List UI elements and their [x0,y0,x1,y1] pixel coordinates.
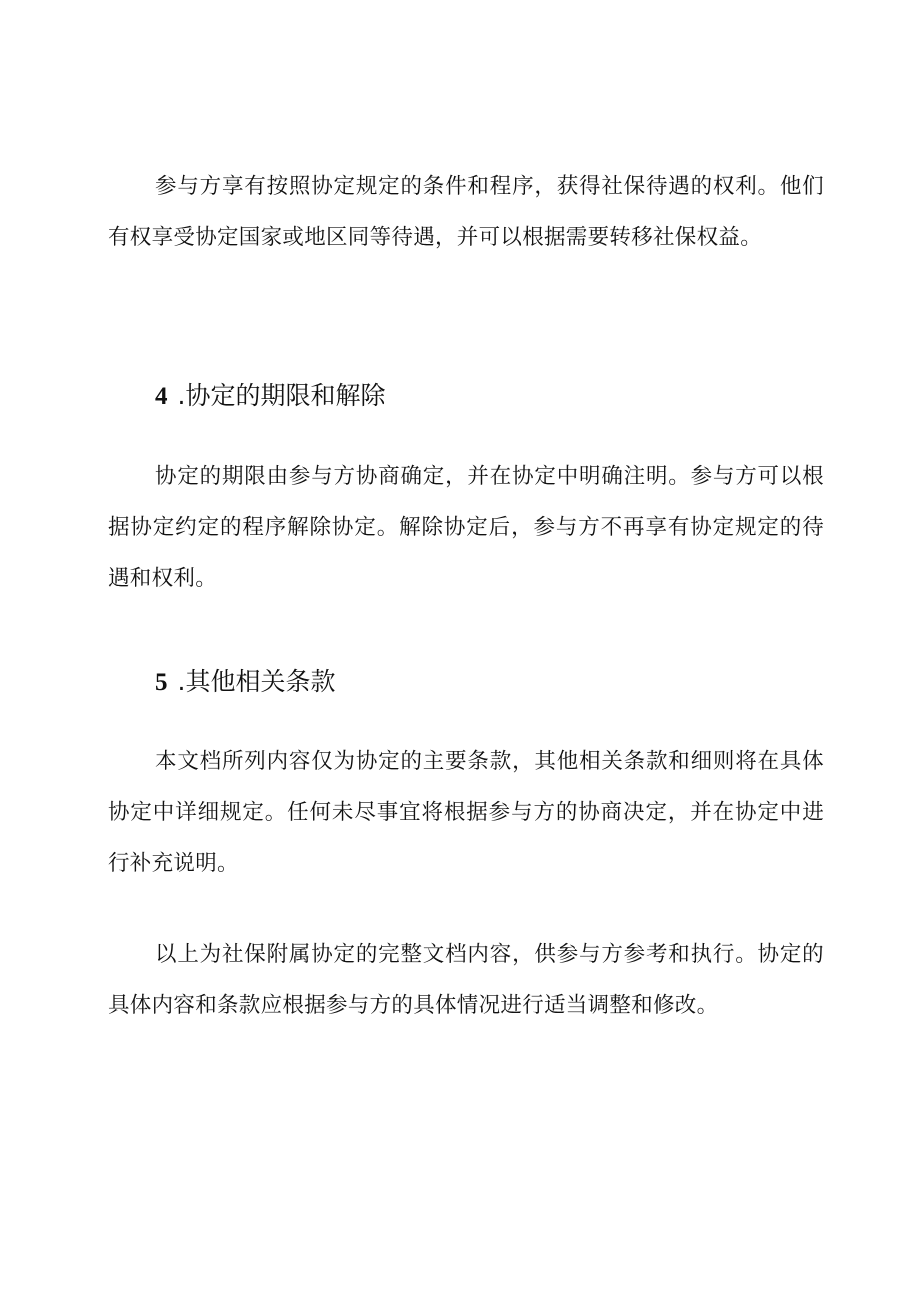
paragraph-participant-rights: 参与方享有按照协定规定的条件和程序，获得社保待遇的权利。他们有权享受协定国家或地区同等待遇，并可以根据需要转移社保权益。 [108,174,824,250]
section-number: 4 [155,383,168,410]
paragraph-term-and-termination: 协定的期限由参与方协商确定，并在协定中明确注明。参与方可以根据协定约定的程序解除协定。解除协定后，参与方不再享有协定规定的待遇和权利。 [108,464,824,591]
section-title: .协定的期限和解除 [177,381,386,410]
section-heading-term-and-termination [155,376,871,417]
paragraph-other-terms: 本文档所列内容仅为协定的主要条款，其他相关条款和细则将在具体协定中详细规定。任何未尽事宜将根据参与方的协商决定，并在协定中进行补充说明。 [108,749,824,876]
section-title: .其他相关条款 [177,667,336,696]
paragraph-closing: 以上为社保附属协定的完整文档内容，供参与方参考和执行。协定的具体内容和条款应根据参与方的具体情况进行适当调整和修改。 [108,942,824,1018]
section-number: 5 [155,669,168,696]
section-heading-other-terms [155,662,871,703]
